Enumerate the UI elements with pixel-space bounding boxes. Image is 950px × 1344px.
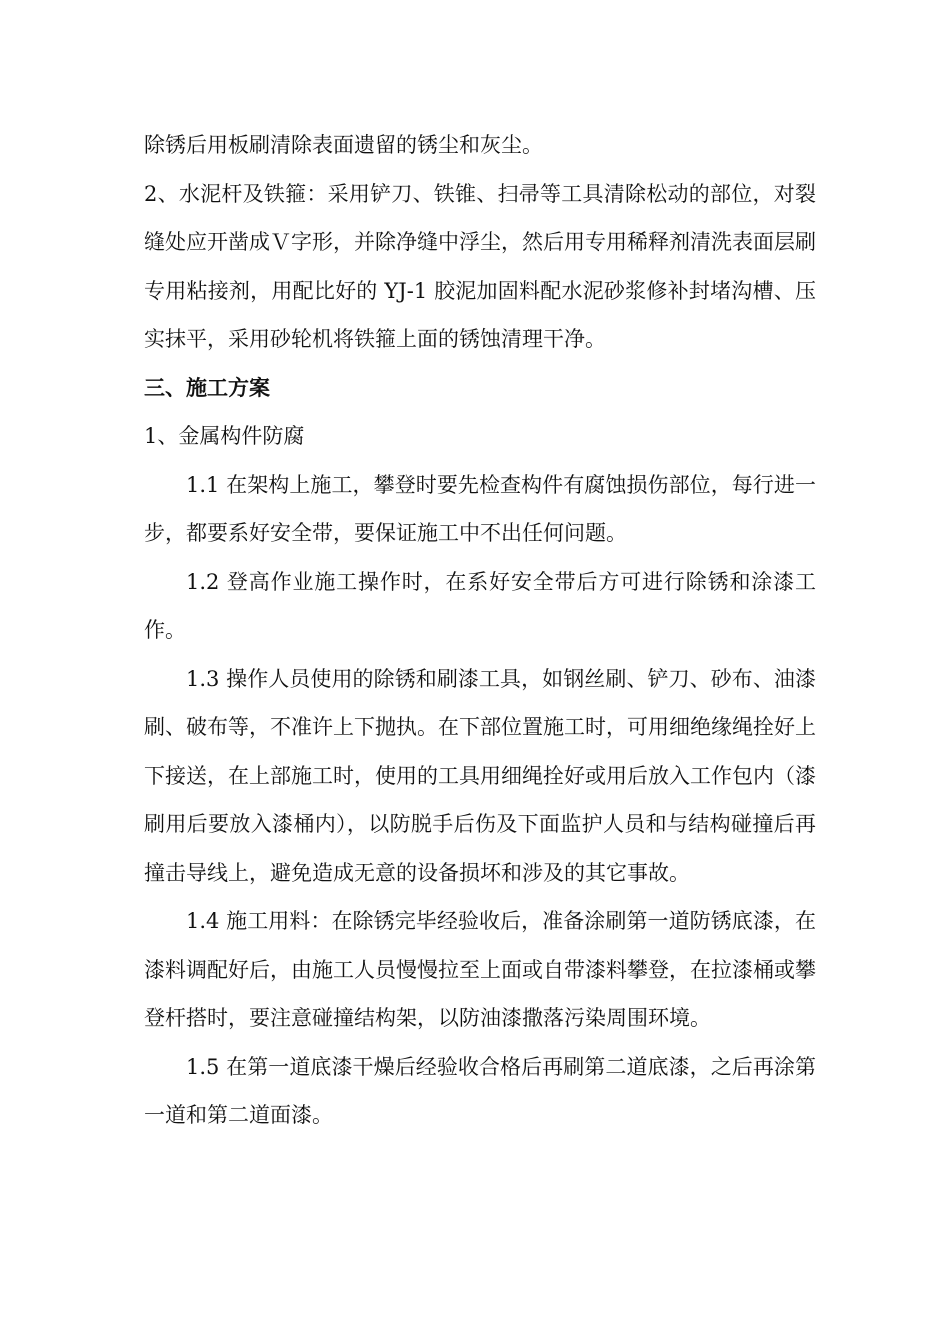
- paragraph-1-1: 1.1 在架构上施工，攀登时要先检查构件有腐蚀损伤部位，每行进一步，都要系好安全带，要保证施工中不出任何问题。: [144, 472, 816, 545]
- paragraph-cement-pole: 2、水泥杆及铁箍：采用铲刀、铁锥、扫帚等工具清除松动的部位，对裂缝处应开凿成Ｖ字形，并除净缝中浮尘，然后用专用稀释剂清洗表面层刷专用粘接剂，用配比好的 YJ-1 胶泥加固料配水泥砂浆修补封堵沟槽、压实抹平，采用砂轮机将铁箍上面的锈蚀清理干净。: [144, 181, 816, 351]
- paragraph-1-4: 1.4 施工用料：在除锈完毕经验收后，准备涂刷第一道防锈底漆，在漆料调配好后，由施工人员慢慢拉至上面或自带漆料攀登，在拉漆桶或攀登杆搭时，要注意碰撞结构架，以防油漆撒落污染周围环境。: [144, 909, 816, 1030]
- paragraph-1-5: 1.5 在第一道底漆干燥后经验收合格后再刷第二道底漆，之后再涂第一道和第二道面漆。: [144, 1054, 816, 1127]
- paragraph-1-3: 1.3 操作人员使用的除锈和刷漆工具，如钢丝刷、铲刀、砂布、油漆刷、破布等，不准许上下抛执。在下部位置施工时，可用细绝缘绳拴好上下接送，在上部施工时，使用的工具用细绳拴好或用后放入工作包内（漆刷用后要放入漆桶内），以防脱手后伤及下面监护人员和与结构碰撞后再撞击导线上，避免造成无意的设备损坏和涉及的其它事故。: [144, 666, 816, 885]
- subheading-metal-anticorrosion: 1、金属构件防腐: [144, 424, 305, 448]
- document-body: [144, 121, 816, 1140]
- paragraph-rust-cleanup: 除锈后用板刷清除表面遗留的锈尘和灰尘。: [144, 133, 543, 157]
- section-heading-construction-plan: 三、施工方案: [144, 374, 270, 400]
- paragraph-1-2: 1.2 登高作业施工操作时，在系好安全带后方可进行除锈和涂漆工作。: [144, 569, 816, 642]
